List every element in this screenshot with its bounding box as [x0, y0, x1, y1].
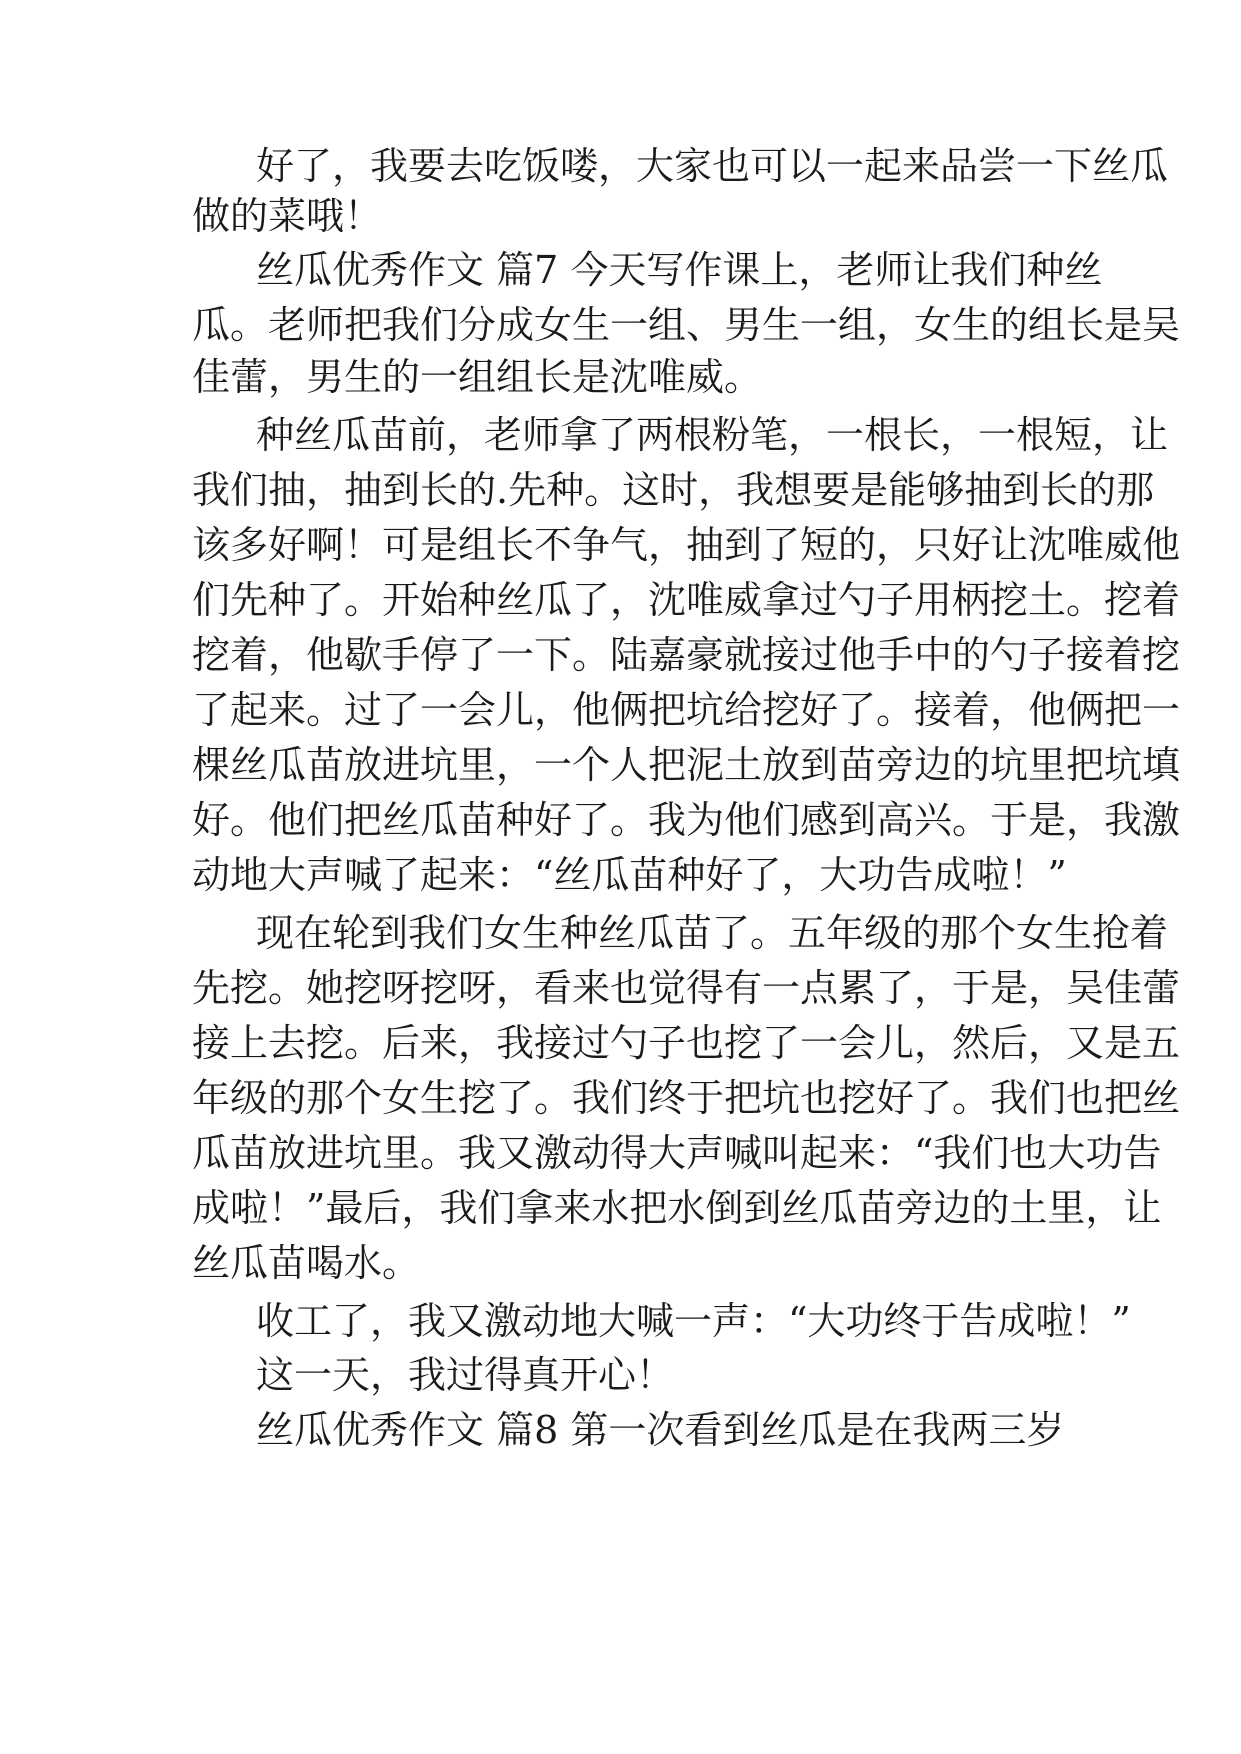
- text-line: 做的菜哦！: [192, 194, 383, 238]
- text-line: 瓜苗放进坑里。我又激动得大声喊叫起来：“我们也大功告: [192, 1131, 1162, 1175]
- text-line: 成啦！”最后，我们拿来水把水倒到丝瓜苗旁边的土里，让: [192, 1186, 1162, 1230]
- text-line: 现在轮到我们女生种丝瓜苗了。五年级的那个女生抢着: [256, 911, 1169, 955]
- text-line: 瓜。老师把我们分成女生一组、男生一组，女生的组长是吴: [192, 303, 1181, 347]
- text-line: 棵丝瓜苗放进坑里，一个人把泥土放到苗旁边的坑里把坑填: [192, 743, 1181, 787]
- text-line: 挖着，他歇手停了一下。陆嘉豪就接过他手中的勺子接着挖: [192, 633, 1181, 677]
- text-line: 先挖。她挖呀挖呀，看来也觉得有一点累了，于是，吴佳蕾: [192, 966, 1181, 1010]
- essay-heading-7: 丝瓜优秀作文 篇7 今天写作课上，老师让我们种丝: [256, 248, 1103, 292]
- text-line: 该多好啊！可是组长不争气，抽到了短的，只好让沈唯威他: [192, 523, 1181, 567]
- essay-heading-8: 丝瓜优秀作文 篇8 第一次看到丝瓜是在我两三岁: [256, 1408, 1065, 1452]
- text-line: 年级的那个女生挖了。我们终于把坑也挖好了。我们也把丝: [192, 1076, 1181, 1120]
- text-line: 种丝瓜苗前，老师拿了两根粉笔，一根长，一根短，让: [256, 413, 1169, 457]
- text-line: 丝瓜苗喝水。: [192, 1241, 421, 1285]
- text-line: 收工了，我又激动地大喊一声：“大功终于告成啦！”: [256, 1299, 1131, 1343]
- text-line: 这一天，我过得真开心！: [256, 1353, 675, 1397]
- text-line: 接上去挖。后来，我接过勺子也挖了一会儿，然后，又是五: [192, 1021, 1181, 1065]
- text-line: 们先种了。开始种丝瓜了，沈唯威拿过勺子用柄挖土。挖着: [192, 578, 1181, 622]
- text-line: 了起来。过了一会儿，他俩把坑给挖好了。接着，他俩把一: [192, 688, 1181, 732]
- text-line: 动地大声喊了起来：“丝瓜苗种好了，大功告成啦！”: [192, 853, 1067, 897]
- text-line: 好。他们把丝瓜苗种好了。我为他们感到高兴。于是，我激: [192, 798, 1181, 842]
- text-line: 佳蕾，男生的一组组长是沈唯威。: [192, 355, 763, 399]
- text-line: 我们抽，抽到长的.先种。这时，我想要是能够抽到长的那: [192, 468, 1155, 512]
- text-line: 好了，我要去吃饭喽，大家也可以一起来品尝一下丝瓜: [256, 144, 1169, 188]
